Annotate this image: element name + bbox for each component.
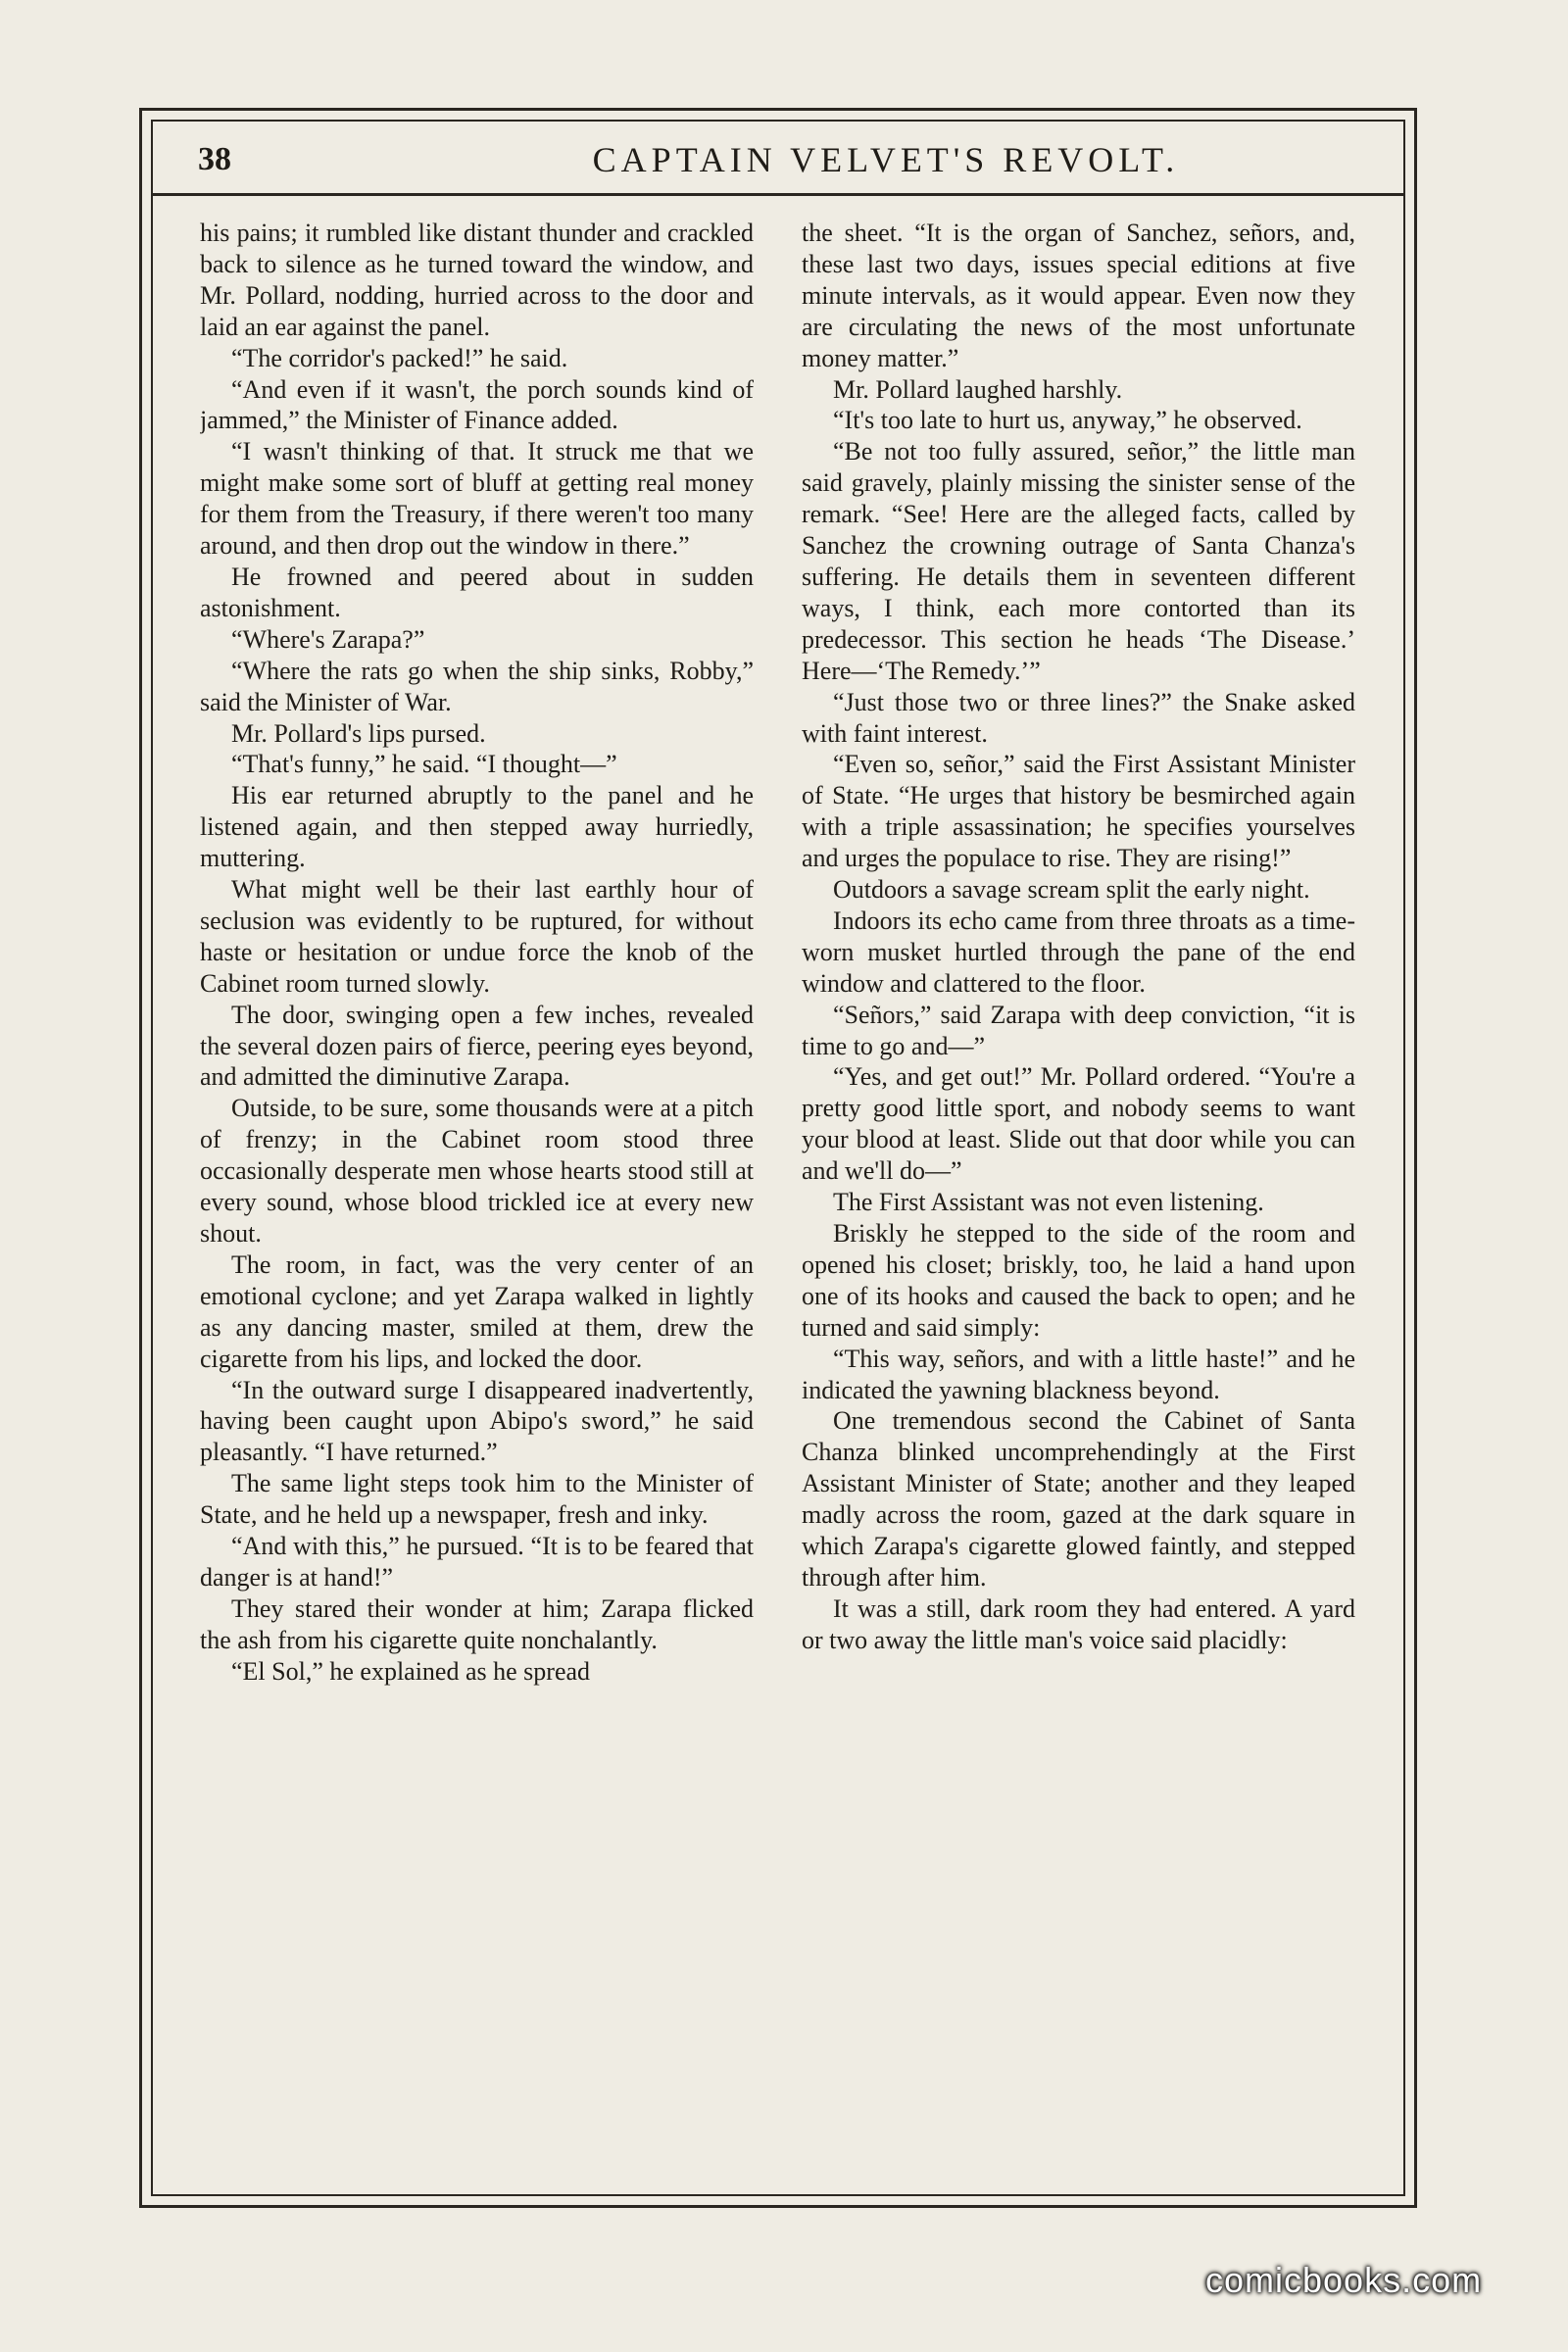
paragraph: Outside, to be sure, some thousands were at a pitch of frenzy; in the Cabinet room stood three occasionally desperate men whose hearts stood still at every sound, whose blood trickled ice at every new shout. <box>200 1094 754 1248</box>
running-title: CAPTAIN VELVET'S REVOLT. <box>592 140 1180 179</box>
paragraph: It was a still, dark room they had entered. A yard or two away the little man's voice said placidly: <box>802 1593 1355 1654</box>
paragraph: his pains; it rumbled like distant thunder and crackled back to silence as he turned toward the window, and Mr. Pollard, nodding, hurried across to the door and laid an ear against the panel. <box>200 219 754 341</box>
paragraph: “Señors,” said Zarapa with deep conviction, “it is time to go and—” <box>802 1000 1355 1060</box>
paragraph: Mr. Pollard laughed harshly. <box>833 374 1123 404</box>
paragraph: “Just those two or three lines?” the Snake asked with faint interest. <box>802 687 1355 748</box>
paragraph: “El Sol,” he explained as he spread <box>231 1656 591 1686</box>
paragraph: What might well be their last earthly hour of seclusion was evidently to be ruptured, for without haste or hesitation or undue force the knob of the Cabinet room turned slowly. <box>200 875 754 998</box>
paragraph: the sheet. “It is the organ of Sanchez, señors, and, these last two days, issues special editions at five minute intervals, as it would appear. Even now they are circulating the news of the most unfortunate money matter.” <box>802 219 1355 372</box>
paragraph: He frowned and peered about in sudden astonishment. <box>200 562 754 622</box>
paragraph: “Where the rats go when the ship sinks, Robby,” said the Minister of War. <box>200 656 754 716</box>
paragraph: Mr. Pollard's lips pursed. <box>231 718 486 748</box>
paragraph: His ear returned abruptly to the panel and he listened again, and then stepped away hurriedly, muttering. <box>200 781 754 873</box>
paragraph: Outdoors a savage scream split the early night. <box>833 875 1310 905</box>
paragraph: “That's funny,” he said. “I thought—” <box>231 750 617 779</box>
paragraph: “Be not too fully assured, señor,” the little man said gravely, plainly missing the sinister sense of the remark. “See! Here are the alleged facts, called by Sanchez the crowning outrage of Santa Chanza's suffering. He details them in seventeen different ways, I think, each more contorted than its predecessor. This section he heads ‘The Disease.’ Here—‘The Remedy.’” <box>802 437 1355 685</box>
paragraph: “And with this,” he pursued. “It is to be feared that danger is at hand!” <box>200 1532 754 1592</box>
paragraph: One tremendous second the Cabinet of Santa Chanza blinked uncomprehendingly at the First Assistant Minister of State; another and they leaped madly across the room, gazed at the dark square in which Zarapa's cigarette glowed faintly, and stepped through after him. <box>802 1406 1355 1592</box>
paragraph: The room, in fact, was the very center of an emotional cyclone; and yet Zarapa walked in lightly as any dancing master, smiled at them, drew the cigarette from his lips, and locked the door. <box>200 1250 754 1373</box>
text-column-left <box>200 218 754 2173</box>
paragraph: “The corridor's packed!” he said. <box>231 343 568 372</box>
page-number: 38 <box>198 141 231 177</box>
page-header <box>151 123 1405 196</box>
paragraph: “This way, señors, and with a little haste!” and he indicated the yawning blackness beyond. <box>802 1344 1355 1404</box>
paragraph: “Even so, señor,” said the First Assistant Minister of State. “He urges that history be besmirched again with a triple assassination; he specifies yourselves and urges the populace to rise. They are rising!” <box>802 750 1355 873</box>
paragraph: “Yes, and get out!” Mr. Pollard ordered. “You're a pretty good little sport, and nobody seems to want your blood at least. Slide out that door while you can and we'll do—” <box>802 1062 1355 1186</box>
paragraph: Indoors its echo came from three throats as a time-worn musket hurtled through the pane of the end window and clattered to the floor. <box>802 906 1355 998</box>
paragraph: Briskly he stepped to the side of the room and opened his closet; briskly, too, he laid a hand upon one of its hooks and caused the back to open; and he turned and said simply: <box>802 1219 1355 1342</box>
paragraph: The First Assistant was not even listening. <box>833 1188 1264 1217</box>
paragraph: “Where's Zarapa?” <box>231 624 425 654</box>
text-column-right <box>802 218 1355 2173</box>
paragraph: The door, swinging open a few inches, revealed the several dozen pairs of fierce, peering eyes beyond, and admitted the diminutive Zarapa. <box>200 1000 754 1092</box>
paragraph: “It's too late to hurt us, anyway,” he observed. <box>833 406 1302 435</box>
paragraph: They stared their wonder at him; Zarapa flicked the ash from his cigarette quite nonchalantly. <box>200 1593 754 1654</box>
paragraph: The same light steps took him to the Minister of State, and he held up a newspaper, fresh and inky. <box>200 1469 754 1530</box>
paragraph: “I wasn't thinking of that. It struck me that we might make some sort of bluff at getting real money for them from the Treasury, if there weren't too many around, and then drop out the window in there.” <box>200 437 754 561</box>
watermark-text: comicbooks.com <box>1205 2260 1483 2300</box>
paragraph: “And even if it wasn't, the porch sounds kind of jammed,” the Minister of Finance added. <box>200 374 754 435</box>
paragraph: “In the outward surge I disappeared inadvertently, having been caught upon Abipo's sword,” he said pleasantly. “I have returned.” <box>200 1375 754 1467</box>
